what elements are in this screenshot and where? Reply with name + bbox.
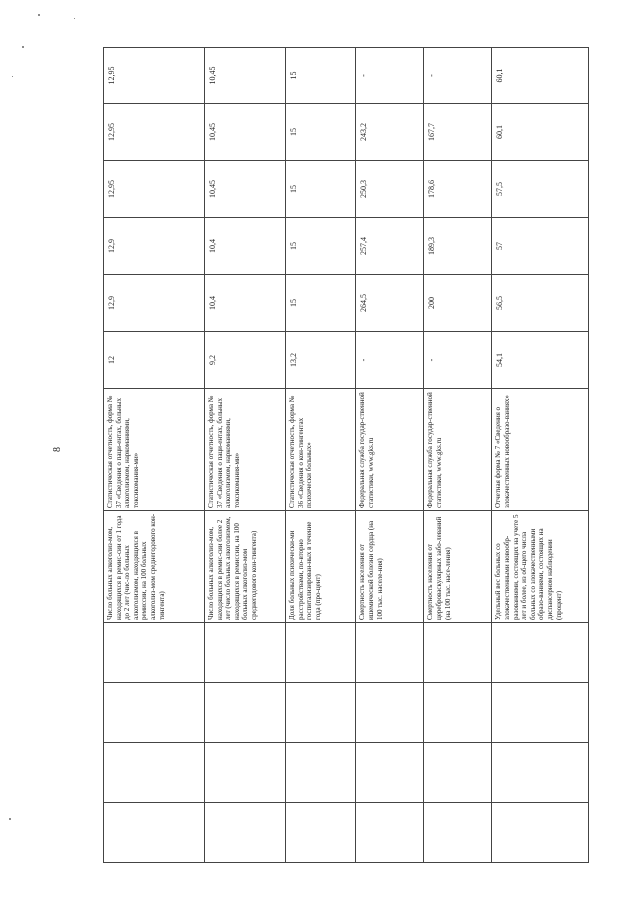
value-cell: 12,95 (104, 48, 205, 104)
empty-cell (356, 683, 424, 743)
value-cell: 54,1 (492, 332, 589, 389)
value-cell: 12 (104, 332, 205, 389)
source-cell: Федеральная служба государ-ственной статистики, www.gks.ru (424, 389, 492, 511)
value-cell: 12,95 (104, 104, 205, 161)
value-cell: 15 (286, 104, 356, 161)
empty-cell (492, 743, 589, 803)
value-cell: 15 (286, 161, 356, 218)
page-number: 8 (52, 447, 63, 452)
value-cell: 15 (286, 275, 356, 332)
empty-cell (286, 803, 356, 863)
empty-cell (424, 683, 492, 743)
empty-cell (286, 683, 356, 743)
scan-speck (74, 18, 75, 19)
table-row (204, 48, 285, 863)
scan-speck (22, 46, 24, 48)
value-cell: 264,5 (356, 275, 424, 332)
empty-cell (104, 803, 205, 863)
table-row (424, 48, 492, 863)
table-row (356, 48, 424, 863)
empty-cell (424, 803, 492, 863)
empty-cell (104, 743, 205, 803)
value-cell: 10,4 (204, 218, 285, 275)
value-cell: 10,45 (204, 161, 285, 218)
indicator-cell: Число больных алкоголиз-мом, находящихся в ремис-сии от 1 года до 2 лет (чис-ло больных алкоголизмом, находящихся в ремиссии, на 100 больных алкоголиз-мом среднегодового кон-тингента) (104, 511, 205, 623)
value-cell: 178,6 (424, 161, 492, 218)
indicator-cell: Смертность населения от ишемической болезни сердца (на 100 тыс. населе-ния) (356, 511, 424, 623)
empty-cell (286, 623, 356, 683)
value-cell: 189,3 (424, 218, 492, 275)
empty-cell (204, 803, 285, 863)
value-cell: 56,5 (492, 275, 589, 332)
empty-cell (356, 803, 424, 863)
indicator-cell: Удельный вес больных со злокачественными новообр-разованиями, состоящих на учете 5 лет и более, из об-щего числа больных со злокачественными образо-ваниями, состоящих на диспансерном наблюдении (процент) (492, 511, 589, 623)
value-cell: 15 (286, 218, 356, 275)
value-cell: 12,9 (104, 218, 205, 275)
empty-cell (104, 683, 205, 743)
value-cell: - (356, 332, 424, 389)
value-cell: 257,4 (356, 218, 424, 275)
empty-cell (204, 743, 285, 803)
value-cell: 57,5 (492, 161, 589, 218)
empty-cell (492, 623, 589, 683)
source-cell: Отчетная форма № 7 «Сведения о злокачественных новообразо-ваниях» (492, 389, 589, 511)
indicator-cell: Доля больных психически-ми расстройствами, по-вторно госпитализирован-ных в течение года (про-цент) (286, 511, 356, 623)
value-cell: 12,9 (104, 275, 205, 332)
indicator-table (103, 47, 589, 863)
scan-speck (38, 14, 40, 16)
value-cell: 243,2 (356, 104, 424, 161)
empty-cell (356, 623, 424, 683)
value-cell: - (424, 48, 492, 104)
value-cell: 10,45 (204, 48, 285, 104)
value-cell: 12,95 (104, 161, 205, 218)
empty-cell (424, 743, 492, 803)
rotated-table-wrapper (103, 48, 589, 863)
empty-cell (104, 623, 205, 683)
source-cell: Статистическая отчетность, форма № 37 «Сведения о паци-ентах, больных алкоголизмом, наркоманиями, токсикомания-ми» (204, 389, 285, 511)
empty-cell (286, 743, 356, 803)
value-cell: 167,7 (424, 104, 492, 161)
value-cell: 9,2 (204, 332, 285, 389)
empty-cell (204, 623, 285, 683)
value-cell: 10,45 (204, 104, 285, 161)
table-row (286, 48, 356, 863)
value-cell: - (356, 48, 424, 104)
scan-speck (9, 818, 11, 820)
indicator-cell: Смертность населения от цереброваскулярных забо-леваний (на 100 тыс. насе-ления) (424, 511, 492, 623)
empty-cell (356, 743, 424, 803)
table-row (104, 48, 205, 863)
empty-cell (492, 683, 589, 743)
value-cell: 60,1 (492, 104, 589, 161)
indicator-cell: Число больных алкоголиз-мом, находящихся в ремис-сии более 2 лет (число больных алкоголизмом, находящихся в ремиссии, на 100 больных алкоголиз-мом среднегодового кон-тингента) (204, 511, 285, 623)
empty-cell (424, 623, 492, 683)
value-cell: 250,3 (356, 161, 424, 218)
value-cell: 57 (492, 218, 589, 275)
empty-cell (492, 803, 589, 863)
source-cell: Статистическая отчетность, форма № 37 «Сведения о паци-ентах, больных алкоголизмом, наркоманиями, токсикомания-ми» (104, 389, 205, 511)
value-cell: 13,2 (286, 332, 356, 389)
value-cell: 200 (424, 275, 492, 332)
empty-cell (204, 683, 285, 743)
value-cell: 60,1 (492, 48, 589, 104)
value-cell: - (424, 332, 492, 389)
value-cell: 15 (286, 48, 356, 104)
scan-speck (12, 76, 13, 77)
source-cell: Статистическая отчетность, форма № 36 «Сведения о кон-тингентах психически больных» (286, 389, 356, 511)
table-row (492, 48, 589, 863)
source-cell: Федеральная служба государ-ственной статистики, www.gks.ru (356, 389, 424, 511)
value-cell: 10,4 (204, 275, 285, 332)
